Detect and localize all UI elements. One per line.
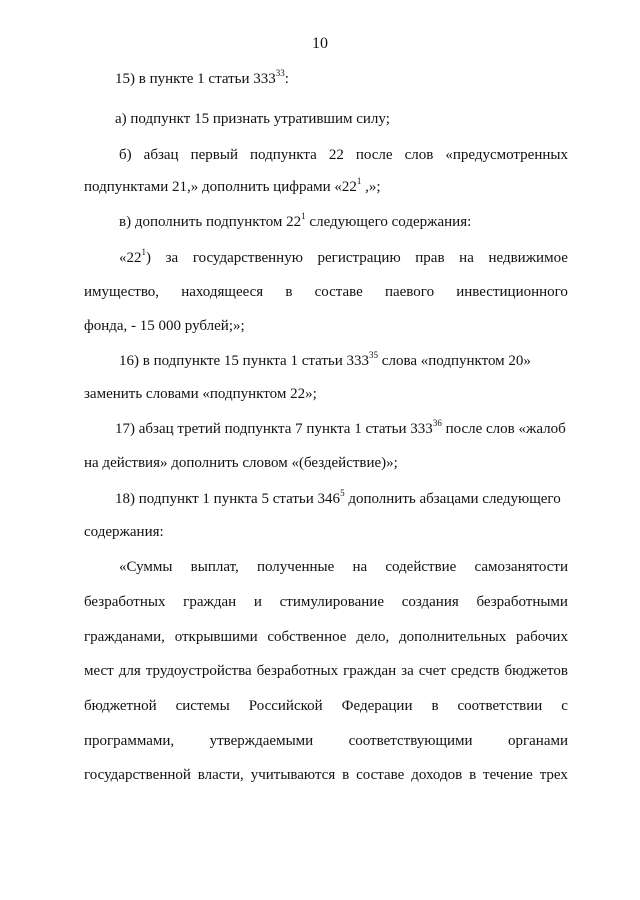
word: соответствии	[457, 698, 543, 714]
word: имущество,	[84, 284, 160, 300]
item-16-line-2: заменить словами «подпунктом 22»;	[84, 386, 317, 402]
word: подпункта	[250, 147, 317, 163]
word: в	[431, 698, 439, 714]
word: б)	[119, 147, 132, 163]
quote-start: «$22^1$)	[119, 247, 151, 266]
word: соответствующими	[348, 733, 473, 749]
word: после	[355, 147, 393, 163]
word: для	[118, 663, 141, 679]
word: составе	[356, 767, 405, 783]
word: открывшими	[174, 629, 258, 645]
word: граждан	[343, 663, 397, 679]
word: за	[401, 663, 414, 679]
word: безработных	[84, 594, 166, 610]
word: с	[561, 698, 568, 714]
word: программами,	[84, 733, 175, 749]
word: в	[342, 767, 350, 783]
word: собственное	[267, 629, 347, 645]
word: «Суммы	[119, 559, 173, 575]
word: содействие	[385, 559, 457, 575]
word: государственную	[192, 250, 303, 266]
word: полученные	[256, 559, 335, 575]
item-17-line-1: 17) абзац третий подпункта 7 пункта 1 статьи $333^{36}$ после слов «жалоб	[115, 418, 566, 437]
item-16-line-1: 16) в подпункте 15 пункта 1 статьи $333^{35}$ слова «подпунктом 20»	[119, 350, 531, 369]
word: абзац	[143, 147, 179, 163]
word: государственной	[84, 767, 191, 783]
paragraph-line-1	[119, 557, 568, 577]
word: «предусмотренных	[445, 147, 568, 163]
word: паевого	[384, 284, 435, 300]
word: счет	[418, 663, 446, 679]
word: средств	[450, 663, 500, 679]
word: в	[285, 284, 293, 300]
word: выплат,	[190, 559, 239, 575]
item-18-line-2: содержания:	[84, 524, 164, 540]
word: граждан	[183, 594, 237, 610]
item-17-line-2: на действия» дополнить словом «(бездействие)»;	[84, 455, 398, 471]
word: первый	[190, 147, 238, 163]
word: течение	[483, 767, 533, 783]
word: бюджетов	[504, 663, 568, 679]
word: составе	[314, 284, 363, 300]
item-15-subitem-v: в) дополнить подпунктом $22^1$ следующего содержания:	[119, 211, 472, 230]
word: утверждаемыми	[209, 733, 314, 749]
word: Российской	[248, 698, 323, 714]
page-number: 10	[312, 35, 328, 52]
word: рабочих	[515, 629, 568, 645]
word: 22	[328, 147, 344, 163]
word: и	[253, 594, 262, 610]
quote-line-2	[84, 282, 568, 302]
word: доходов	[411, 767, 463, 783]
item-15-subitem-a: а) подпункт 15 признать утратившим силу;	[115, 111, 390, 127]
item-15-subitem-b-line-1	[119, 145, 568, 165]
word: за	[165, 250, 179, 266]
word: находящееся	[181, 284, 264, 300]
quote-line-3: фонда, - 15 000 рублей;»;	[84, 318, 245, 334]
word: дело,	[356, 629, 390, 645]
word: слов	[404, 147, 434, 163]
word: инвестиционного	[456, 284, 568, 300]
word: прав	[415, 250, 445, 266]
paragraph-line-6	[84, 731, 568, 751]
word: гражданами,	[84, 629, 165, 645]
quote-line-1	[119, 248, 568, 268]
word: учитываются	[250, 767, 336, 783]
word: Федерации	[341, 698, 413, 714]
word: мест	[84, 663, 114, 679]
item-18-line-1: 18) подпункт 1 пункта 5 статьи $346^5$ дополнить абзацами следующего	[115, 488, 561, 507]
item-15-intro: 15) в пункте 1 статьи $333^{33}$:	[115, 68, 289, 87]
word: власти,	[197, 767, 244, 783]
word: стимулирование	[279, 594, 384, 610]
word: системы	[175, 698, 230, 714]
word: в	[469, 767, 477, 783]
word: дополнительных	[399, 629, 507, 645]
word: самозанятости	[474, 559, 568, 575]
word: бюджетной	[84, 698, 157, 714]
paragraph-line-5	[84, 696, 568, 716]
word: на	[352, 559, 368, 575]
paragraph-line-4	[84, 661, 568, 681]
word: трех	[539, 767, 568, 783]
word: регистрацию	[317, 250, 401, 266]
item-15-subitem-b-line-2: подпунктами 21,» дополнить цифрами «$22^1$ ,»;	[84, 176, 381, 195]
word: безработных	[256, 663, 339, 679]
word: на	[459, 250, 474, 266]
word: создания	[401, 594, 459, 610]
word: трудоустройства	[145, 663, 252, 679]
word: безработными	[476, 594, 568, 610]
paragraph-line-7	[84, 765, 568, 785]
paragraph-line-3	[84, 627, 568, 647]
word: органами	[507, 733, 568, 749]
paragraph-line-2	[84, 592, 568, 612]
word: недвижимое	[488, 250, 568, 266]
